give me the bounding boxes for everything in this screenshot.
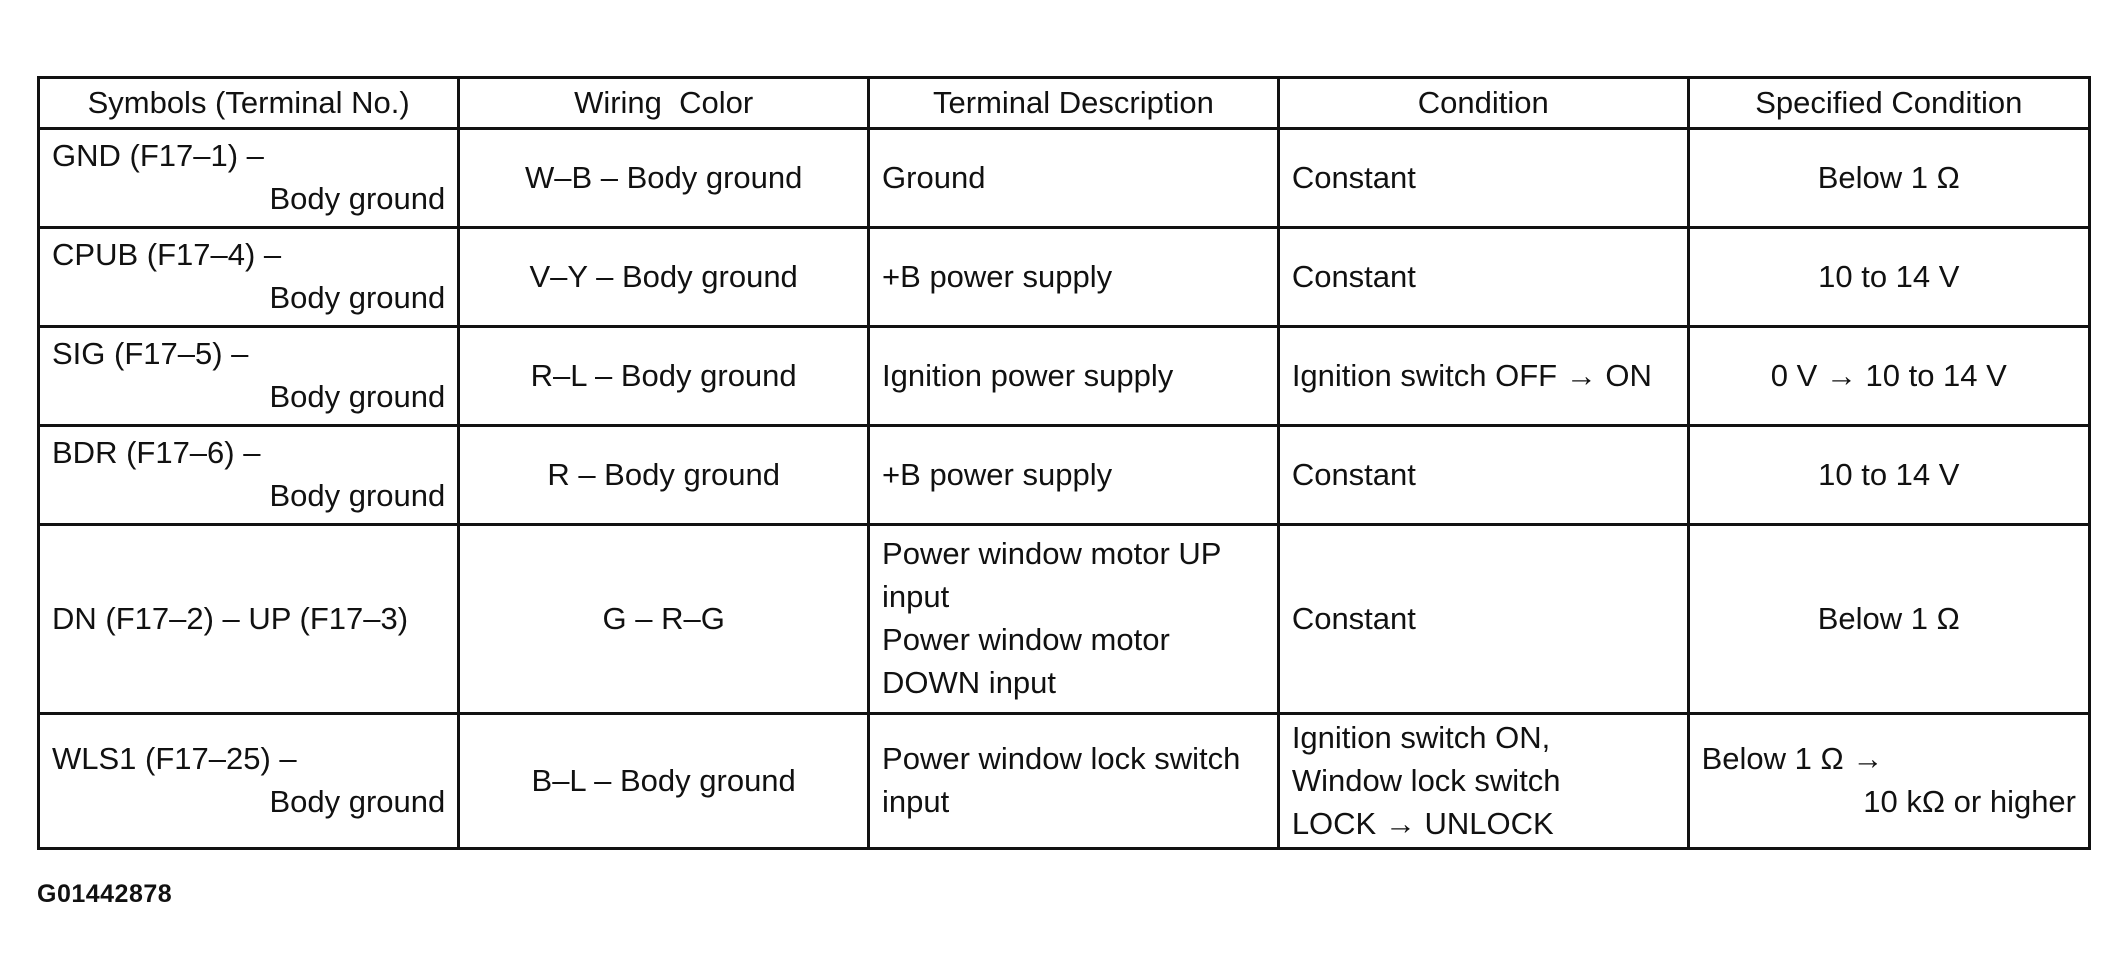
description-cell [869, 228, 1279, 327]
specified-condition-cell [1688, 525, 2089, 714]
symbol-cell [39, 228, 459, 327]
symbol-cell [39, 129, 459, 228]
table-row [39, 426, 2090, 525]
symbol-cell [39, 327, 459, 426]
description-line: DOWN input [882, 664, 1057, 700]
condition-cell [1278, 525, 1688, 714]
description-line: Ignition power supply [882, 357, 1174, 393]
condition-line: Constant [1291, 600, 1416, 636]
wiring-color-cell: R – Body ground [459, 426, 869, 525]
condition-line: Window lock switch [1291, 762, 1561, 798]
specified-line: 10 kΩ or higher [1863, 784, 2076, 820]
header-specified-condition: Specified Condition [1688, 78, 2089, 129]
description-cell [869, 129, 1279, 228]
specified-line: Below 1 Ω [1817, 159, 1960, 195]
table-row [39, 525, 2090, 714]
table-row [39, 714, 2090, 849]
specified-line: 0 V → 10 to 14 V [1770, 357, 2007, 393]
description-line: +B power supply [882, 456, 1113, 492]
description-line: Power window motor UP [882, 536, 1222, 572]
condition-line: Constant [1291, 159, 1416, 195]
description-cell [869, 714, 1279, 849]
description-line: Power window motor [882, 622, 1170, 657]
condition-line: Constant [1291, 456, 1416, 492]
header-condition: Condition [1278, 78, 1688, 129]
condition-cell [1278, 714, 1688, 849]
header-symbols: Symbols (Terminal No.) [39, 78, 459, 129]
description-line: +B power supply [882, 258, 1113, 294]
condition-cell [1278, 327, 1688, 426]
description-cell [869, 426, 1279, 525]
description-line: input [882, 784, 950, 820]
symbol-terminal: BDR (F17–6) – [52, 435, 261, 471]
specified-condition-cell [1688, 228, 2089, 327]
condition-cell [1278, 426, 1688, 525]
terminal-spec-table [37, 76, 2091, 850]
wiring-color-cell: B–L – Body ground [459, 714, 869, 849]
table-row [39, 228, 2090, 327]
condition-line: Constant [1291, 258, 1416, 294]
symbol-terminal: GND (F17–1) – [52, 138, 264, 174]
table-header-row [39, 78, 2090, 129]
table-row [39, 327, 2090, 426]
specified-line: 10 to 14 V [1818, 456, 1960, 492]
condition-line: LOCK → UNLOCK [1291, 805, 1554, 841]
wiring-color-cell: G – R–G [459, 525, 869, 714]
symbol-terminal: DN (F17–2) – UP (F17–3) [52, 600, 409, 636]
symbol-terminal: WLS1 (F17–25) – [52, 741, 297, 777]
symbol-ground: Body ground [269, 181, 446, 216]
condition-line: Ignition switch ON, [1291, 720, 1551, 755]
description-cell [869, 327, 1279, 426]
symbol-cell [39, 426, 459, 525]
description-line: input [882, 579, 950, 615]
condition-line: Ignition switch OFF → ON [1291, 357, 1652, 393]
specified-line: 10 to 14 V [1818, 258, 1960, 294]
header-terminal-description: Terminal Description [869, 78, 1279, 129]
symbol-terminal: CPUB (F17–4) – [52, 237, 282, 273]
symbol-ground: Body ground [269, 784, 446, 820]
symbol-ground: Body ground [269, 478, 446, 513]
wiring-color-cell: R–L – Body ground [459, 327, 869, 426]
specified-condition-cell [1688, 714, 2089, 849]
symbol-cell [39, 714, 459, 849]
symbol-terminal: SIG (F17–5) – [52, 336, 249, 372]
condition-cell [1278, 228, 1688, 327]
symbol-cell [39, 525, 459, 714]
wiring-color-cell: V–Y – Body ground [459, 228, 869, 327]
table-row [39, 129, 2090, 228]
figure-id: G01442878 [37, 880, 173, 908]
description-line: Ground [882, 159, 986, 195]
wiring-color-cell: W–B – Body ground [459, 129, 869, 228]
description-line: Power window lock switch [882, 741, 1241, 777]
symbol-ground: Body ground [269, 280, 446, 315]
symbol-ground: Body ground [269, 379, 446, 414]
specified-condition-cell [1688, 426, 2089, 525]
condition-cell [1278, 129, 1688, 228]
specified-condition-cell [1688, 327, 2089, 426]
specified-line: Below 1 Ω → [1701, 741, 1884, 777]
specified-line: Below 1 Ω [1817, 600, 1960, 636]
description-cell [869, 525, 1279, 714]
header-wiring-color: Wiring Color [459, 78, 869, 129]
specified-condition-cell [1688, 129, 2089, 228]
